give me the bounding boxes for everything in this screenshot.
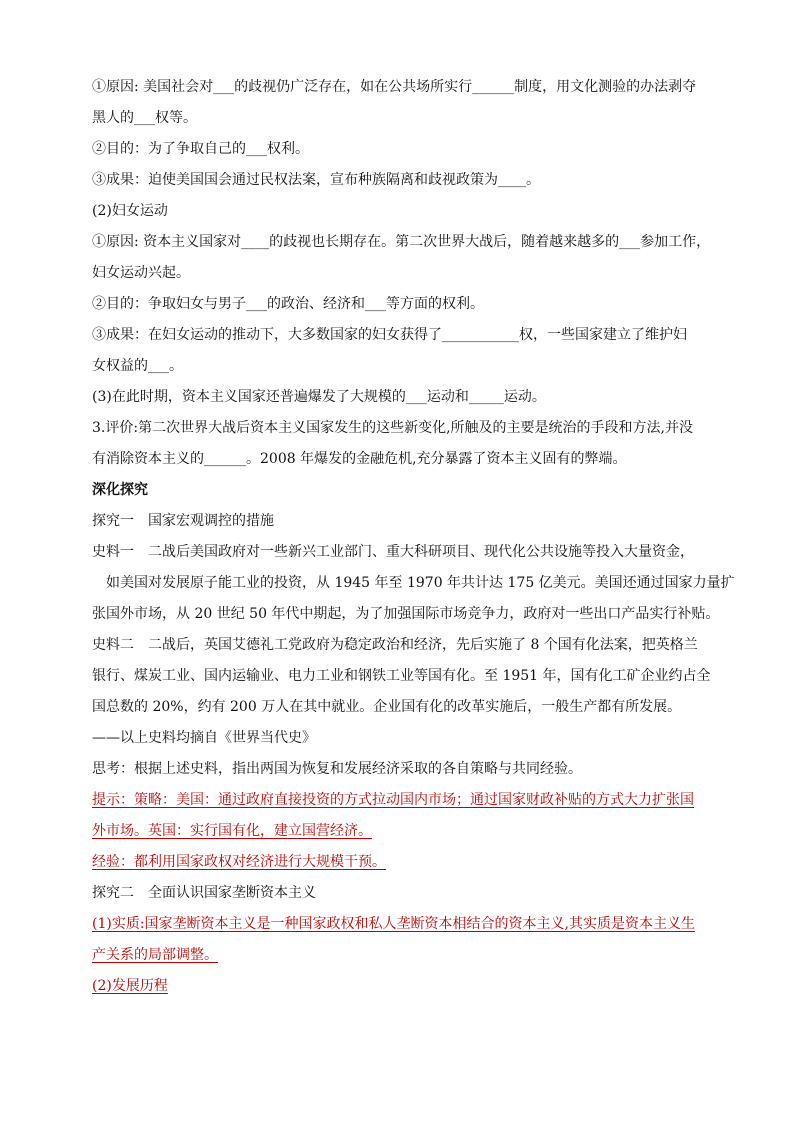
text-line: 3.评价:第二次世界大战后资本主义国家发生的这些新变化,所触及的主要是统治的手段和方法,并没	[92, 420, 693, 436]
text-line: ①原因: 资本主义国家对____的歧视也长期存在。第二次世界大战后，随着越来越多的___参加工作，	[92, 234, 711, 250]
question-line: 思考：根据上述史料，指出两国为恢复和发展经济采取的各自策略与共同经验。	[92, 761, 582, 777]
answer-line: (1)实质:国家垄断资本主义是一种国家政权和私人垄断资本相结合的资本主义,其实质是资本主义生	[92, 916, 695, 932]
text-line: 国总数的 20%，约有 200 万人在其中就业。企业国有化的改革实施后，一般生产都有所发展。	[92, 699, 682, 715]
answer-line: 提示：策略：美国：通过政府直接投资的方式拉动国内市场；通过国家财政补贴的方式大力扩张国	[92, 792, 694, 808]
text-line: 妇女运动兴起。	[92, 265, 190, 281]
text-line: 如美国对发展原子能工业的投资，从 1945 年至 1970 年共计达 175 亿美元。美国还通过国家力量扩	[106, 575, 735, 591]
text-line: 黑人的___权等。	[92, 110, 197, 126]
text-line: (3)在此时期，资本主义国家还普遍爆发了大规模的___运动和_____运动。	[92, 389, 546, 405]
text-line: 张国外市场，从 20 世纪 50 年代中期起，为了加强国际市场竞争力，政府对一些出口产品实行补贴。	[92, 606, 720, 622]
text-line: ③成果：迫使美国国会通过民权法案，宣布种族隔离和歧视政策为____。	[92, 172, 540, 188]
text-line: 有消除资本主义的______。2008 年爆发的金融危机,充分暴露了资本主义固有的弊端。	[92, 451, 627, 467]
text-line: 女权益的___。	[92, 358, 183, 374]
subsection-heading: 探究一 国家宏观调控的措施	[92, 513, 274, 529]
text-line: ②目的：为了争取自己的___权利。	[92, 141, 309, 157]
text-line: ①原因: 美国社会对___的歧视仍广泛存在，如在公共场所实行______制度，用文化测验的办法剥夺	[92, 79, 697, 95]
answer-line: (2)发展历程	[92, 978, 168, 994]
text-line: ③成果：在妇女运动的推动下，大多数国家的妇女获得了___________权，一些国家建立了维护妇	[92, 327, 687, 343]
text-line: 银行、煤炭工业、国内运输业、电力工业和钢铁工业等国有化。至 1951 年，国有化工矿企业约占全	[92, 668, 711, 684]
text-line: ②目的：争取妇女与男子___的政治、经济和___等方面的权利。	[92, 296, 484, 312]
section-heading: 深化探究	[92, 482, 148, 498]
document-page	[92, 72, 735, 1002]
text-line: 史料二 二战后，英国艾德礼工党政府为稳定政治和经济，先后实施了 8 个国有化法案，把英格兰	[92, 637, 698, 653]
subsection-heading: 探究二 全面认识国家垄断资本主义	[92, 885, 316, 901]
answer-line: 经验：都利用国家政权对经济进行大规模干预。	[92, 854, 386, 870]
text-line: 史料一 二战后美国政府对一些新兴工业部门、重大科研项目、现代化公共设施等投入大量资金，	[92, 544, 694, 560]
answer-line: 产关系的局部调整。	[92, 947, 218, 963]
text-line: (2)妇女运动	[92, 203, 168, 219]
source-attribution: ——以上史料均摘自《世界当代史》	[92, 730, 316, 746]
answer-line: 外市场。英国：实行国有化，建立国营经济。	[92, 823, 372, 839]
